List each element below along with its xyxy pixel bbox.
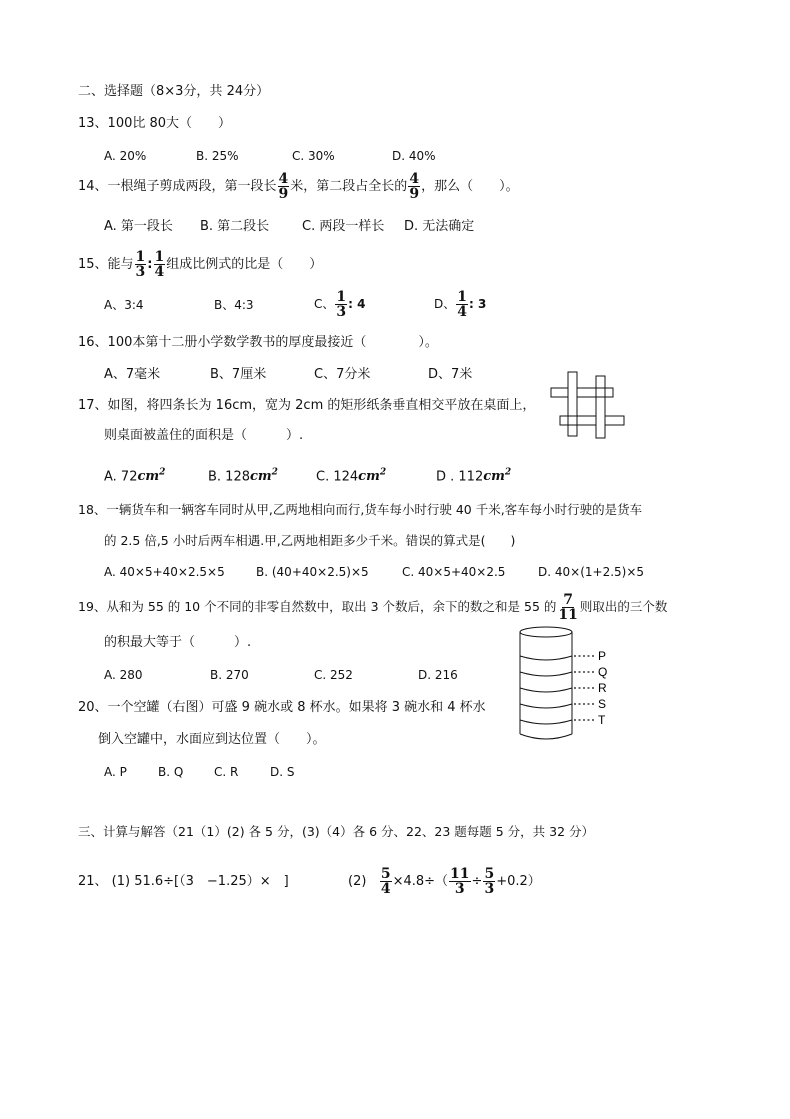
q15-option-b: B、4:3 <box>214 298 254 312</box>
strip-vertical-1 <box>568 372 577 436</box>
q14-option-b: B. 第二段长 <box>200 219 270 234</box>
q14-option-d: D. 无法确定 <box>404 219 475 234</box>
q17-option-a: A. $72cm^2$ <box>104 468 166 485</box>
q17-paper-strips-figure <box>548 370 628 440</box>
q14-fraction-2: $\frac{4}{9}$ <box>409 171 420 202</box>
level-s: S <box>598 697 607 711</box>
q16-option-a: A、7毫米 <box>104 367 161 382</box>
q19-option-d: D. 216 <box>418 668 458 682</box>
q20-option-c: C. R <box>214 765 239 779</box>
level-r: R <box>598 681 607 695</box>
q13-option-c: C. 30% <box>292 149 335 163</box>
q15-option-a: A、3:4 <box>104 298 144 312</box>
q14-option-a: A. 第一段长 <box>104 219 173 234</box>
strip-vertical-2 <box>596 376 605 438</box>
q13-option-a: A. 20% <box>104 149 147 163</box>
strip-horizontal-2 <box>560 416 624 425</box>
q21-part-2: (2) $\frac{5}{4}$ ×4.8÷（ $\frac{11}{3}$ ÷ $\frac{5}{3}$ +0.2） <box>348 866 541 897</box>
q18-option-a: A. 40×5+40×2.5×5 <box>104 565 225 579</box>
q14-text: 14、一根绳子剪成两段，第一段长 $\frac{4}{9}$ 米，第二段占全长的 $\frac{4}{9}$ ，那么（ ）。 <box>78 171 519 202</box>
q13-option-b: B. 25% <box>196 149 239 163</box>
q13-text: 13、100比 80大（ ） <box>78 116 232 131</box>
q20-option-d: D. S <box>270 765 295 779</box>
q20-option-a: A. P <box>104 765 127 779</box>
level-t: T <box>598 713 606 727</box>
q16-option-d: D、7米 <box>428 367 473 382</box>
q18-line-1: 18、一辆货车和一辆客车同时从甲,乙两地相向而行,货车每小时行驶 40 千米,客车每小时行驶的是货车 <box>78 502 643 517</box>
q15-text: 15、能与 $\frac{1}{3}$ : $\frac{1}{4}$ 组成比例式的比是（ ） <box>78 249 323 280</box>
q20-jar-figure <box>518 624 618 744</box>
q17-line-2: 则桌面被盖住的面积是（ ）. <box>104 428 304 443</box>
section-2-title: 二、选择题（8×3分，共 24分） <box>78 84 270 99</box>
q20-line-1: 20、一个空罐（右图）可盛 9 碗水或 8 杯水。如果将 3 碗水和 4 杯水 <box>78 700 486 715</box>
level-q: Q <box>598 665 608 679</box>
q21-part-1: 21、 (1) 51.6÷[（3 −1.25）× ] <box>78 874 289 889</box>
q16-option-b: B、7厘米 <box>210 367 267 382</box>
q18-option-c: C. 40×5+40×2.5 <box>402 565 506 579</box>
q16-text: 16、100本第十二册小学数学教书的厚度最接近（ ）。 <box>78 335 438 350</box>
q18-option-b: B. (40+40×2.5)×5 <box>256 565 369 579</box>
q20-option-b: B. Q <box>158 765 184 779</box>
q18-option-d: D. 40×(1+2.5)×5 <box>538 565 645 579</box>
q19-line-1: 19、从和为 55 的 10 个不同的非零自然数中，取出 3 个数后，余下的数之和是 55 的 $\frac{7}{11}$ 则取出的三个数 <box>78 592 668 623</box>
q20-line-2: 倒入空罐中，水面应到达位置（ ）。 <box>98 732 326 747</box>
section-3-title: 三、计算与解答（21（1）(2) 各 5 分，(3)（4）各 6 分、22、23 题每题 5 分，共 32 分） <box>78 824 595 839</box>
q19-option-c: C. 252 <box>314 668 353 682</box>
q19-option-b: B. 270 <box>210 668 249 682</box>
strip-horizontal-1 <box>551 388 613 397</box>
q14-fraction-1: $\frac{4}{9}$ <box>278 171 289 202</box>
q15-option-c: C、 $\frac{1}{3}$ : 4 <box>314 289 366 320</box>
q17-line-1: 17、如图，将四条长为 16cm，宽为 2cm 的矩形纸条垂直相交平放在桌面上， <box>78 398 536 413</box>
q15-option-d: D、 $\frac{1}{4}$ : 3 <box>434 289 487 320</box>
q14-option-c: C. 两段一样长 <box>302 219 385 234</box>
q17-option-d: D . $112cm^2$ <box>436 468 512 485</box>
q17-option-c: C. $124cm^2$ <box>316 468 387 485</box>
q19-option-a: A. 280 <box>104 668 143 682</box>
q18-line-2: 的 2.5 倍,5 小时后两车相遇.甲,乙两地相距多少千米。错误的算式是( ) <box>104 533 516 548</box>
q13-option-d: D. 40% <box>392 149 436 163</box>
level-p: P <box>598 649 607 663</box>
q17-option-b: B. $128cm^2$ <box>208 468 278 485</box>
q19-line-2: 的积最大等于（ ）. <box>104 635 252 650</box>
q16-option-c: C、7分米 <box>314 367 371 382</box>
